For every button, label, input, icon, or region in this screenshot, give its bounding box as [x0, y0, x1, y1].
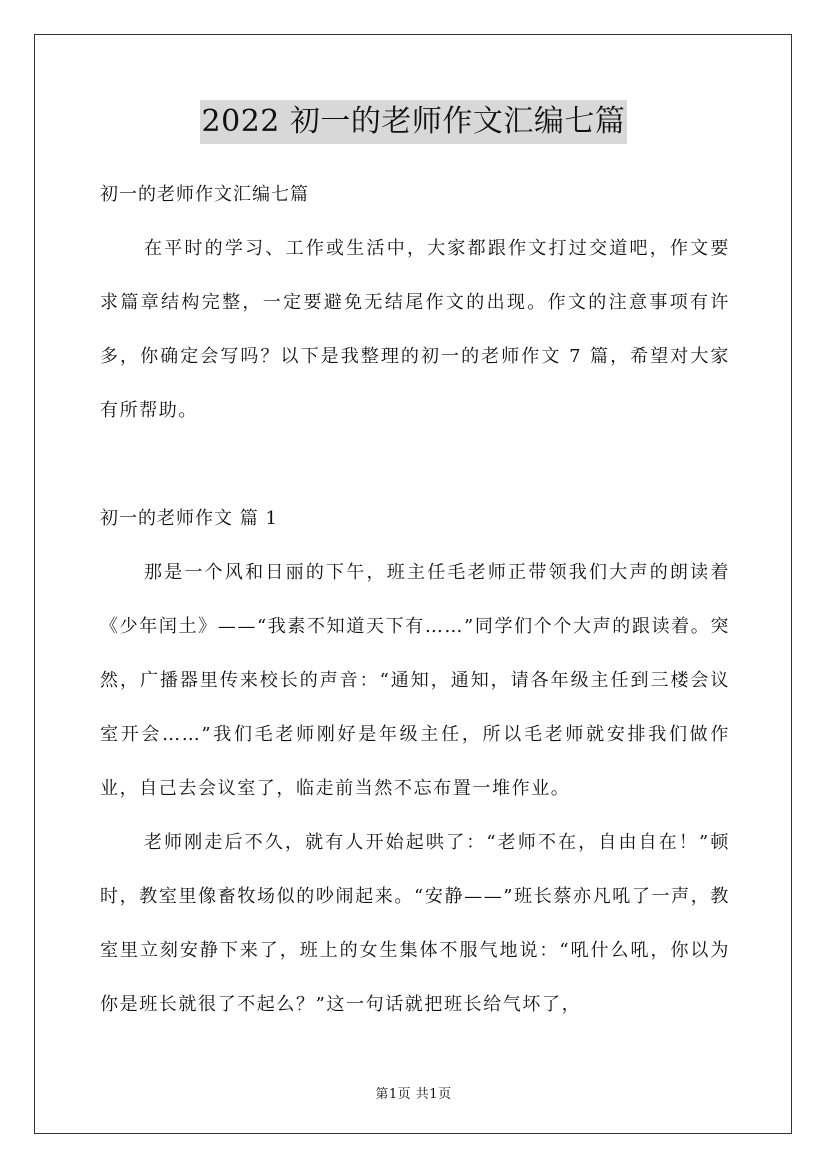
page-footer: 第1页 共1页 [375, 1087, 452, 1102]
body-paragraph-2: 老师刚走后不久，就有人开始起哄了：“老师不在，自由自在！”顿时，教室里像畜牧场似的吵闹起来。“安静——”班长蔡亦凡吼了一声，教室里立刻安静下来了，班上的女生集体不服气地说：“吼什么吼，你以为你是班长就很了不起么？”这一句话就把班长给气坏了， [100, 832, 730, 1015]
section-heading: 初一的老师作文 篇 1 [100, 508, 278, 529]
document-subtitle: 初一的老师作文汇编七篇 [100, 184, 309, 205]
document-body [100, 168, 730, 1032]
title-container [0, 100, 827, 144]
intro-paragraph: 在平时的学习、工作或生活中，大家都跟作文打过交道吧，作文要求篇章结构完整，一定要避免无结尾作文的出现。作文的注意事项有许多，你确定会写吗？以下是我整理的初一的老师作文 7 篇，希望对大家有所帮助。 [100, 238, 730, 421]
section-spacer [100, 438, 730, 492]
document-title: 2022 初一的老师作文汇编七篇 [200, 100, 628, 144]
body-paragraph-1: 那是一个风和日丽的下午，班主任毛老师正带领我们大声的朗读着《少年闰土》——“我素不知道天下有……”同学们个个大声的跟读着。突然，广播器里传来校长的声音：“通知，通知，请各年级主任到三楼会议室开会……”我们毛老师刚好是年级主任，所以毛老师就安排我们做作业，自己去会议室了，临走前当然不忘布置一堆作业。 [100, 562, 730, 799]
